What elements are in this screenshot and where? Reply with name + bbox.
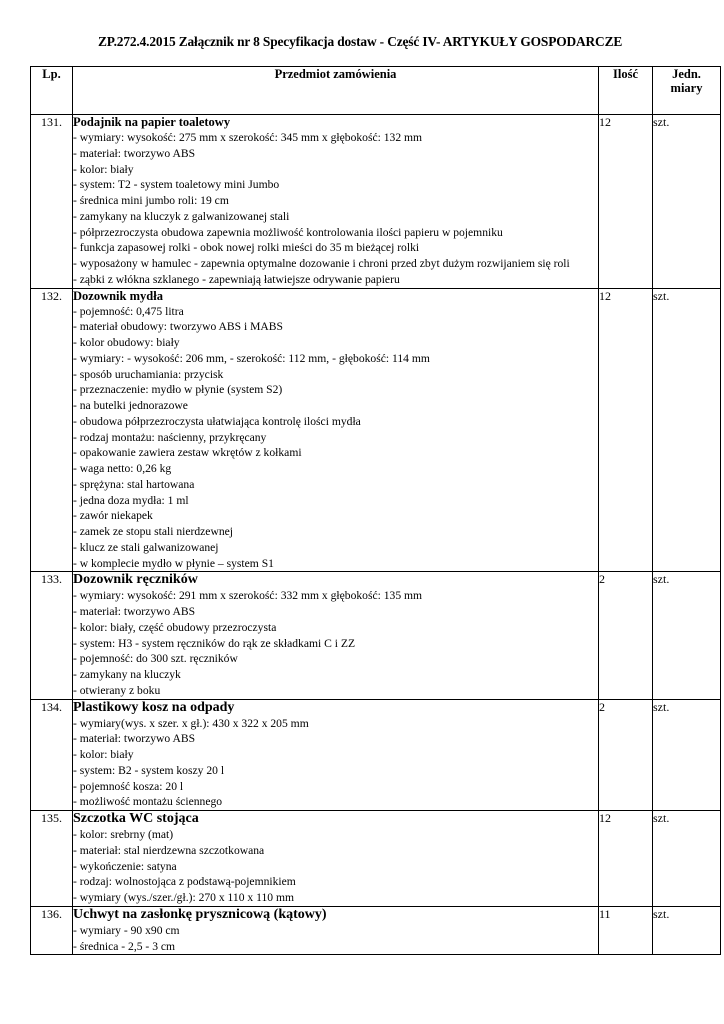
row-lp: 134. (31, 699, 73, 811)
header-item: Przedmiot zamówienia (73, 67, 599, 115)
row-qty: 12 (599, 288, 653, 572)
item-spec-line: - średnica mini jumbo roli: 19 cm (73, 194, 229, 207)
header-unit-line1: Jedn. (672, 67, 701, 81)
item-spec-line: - pojemność: do 300 szt. ręczników (73, 652, 238, 666)
row-lp: 133. (31, 572, 73, 699)
item-spec-line: - funkcja zapasowej rolki - obok nowej rolki mieści do 35 m bieżącej rolki (73, 241, 420, 255)
item-spec-line: - wymiary(wys. x szer. x gł.): 430 x 322 x 205 mm (73, 716, 309, 730)
item-spec-line: - sposób uruchamiania: przycisk (73, 367, 224, 381)
item-spec-line: - ząbki z włókna szklanego - zapewniają łatwiejsze odrywanie papieru (73, 272, 400, 286)
item-spec-line: - kolor obudowy: biały (73, 336, 180, 349)
header-lp: Lp. (31, 67, 73, 115)
item-spec-line: - średnica - 2,5 - 3 cm (73, 939, 176, 953)
item-name: Dozownik ręczników (73, 572, 198, 588)
row-item (73, 811, 599, 907)
document-title: ZP.272.4.2015 Załącznik nr 8 Specyfikacja dostaw - Część IV- ARTYKUŁY GOSPODARCZE (98, 34, 623, 49)
item-spec-line: - kolor: biały (73, 748, 134, 761)
header-qty: Ilość (599, 67, 653, 115)
item-spec-list (73, 827, 598, 906)
item-spec-line: - kolor: biały, część obudowy przezroczysta (73, 620, 277, 634)
row-item (73, 115, 599, 289)
table-row (31, 572, 721, 699)
row-unit: szt. (653, 699, 721, 811)
item-spec-line: - pojemność kosza: 20 l (73, 779, 184, 793)
table-row (31, 699, 721, 811)
row-item (73, 699, 599, 811)
row-unit: szt. (653, 115, 721, 289)
item-spec-line: - wymiary (wys./szer./gł.): 270 x 110 x 110 mm (73, 891, 295, 904)
row-unit: szt. (653, 906, 721, 955)
table-row (31, 811, 721, 907)
item-spec-list (73, 923, 598, 955)
item-spec-line: - przeznaczenie: mydło w płynie (system S2) (73, 383, 283, 397)
item-spec-line: - w komplecie mydło w płynie – system S1 (73, 556, 274, 570)
row-unit: szt. (653, 288, 721, 572)
item-spec-line: - opakowanie zawiera zestaw wkrętów z kołkami (73, 446, 302, 460)
item-spec-line: - rodzaj: wolnostojąca z podstawą-pojemnikiem (73, 875, 296, 889)
item-spec-line: - półprzezroczysta obudowa zapewnia możliwość kontrolowania ilości papieru w pojemniku (73, 225, 503, 239)
row-qty: 2 (599, 572, 653, 699)
row-lp: 131. (31, 115, 73, 289)
item-spec-line: - zamykany na kluczyk z galwanizowanej stali (73, 209, 290, 223)
item-spec-line: - otwierany z boku (73, 683, 161, 697)
item-spec-line: - zamek ze stopu stali nierdzewnej (73, 525, 233, 538)
item-spec-list (73, 588, 598, 698)
item-spec-line: - materiał: stal nierdzewna szczotkowana (73, 843, 265, 857)
item-name: Plastikowy kosz na odpady (73, 699, 235, 715)
item-spec-line: - kolor: srebrny (mat) (73, 828, 174, 841)
item-spec-line: - sprężyna: stal hartowana (73, 477, 195, 491)
header-unit-line2: miary (670, 81, 703, 95)
item-spec-line: - waga netto: 0,26 kg (73, 462, 172, 475)
row-unit: szt. (653, 572, 721, 699)
item-spec-line: - kolor: biały (73, 162, 134, 176)
item-name: Podajnik na papier toaletowy (73, 115, 231, 129)
item-spec-line: - system: T2 - system toaletowy mini Jumbo (73, 178, 280, 192)
item-name: Dozownik mydła (73, 288, 163, 303)
item-spec-line: - zamykany na kluczyk (73, 668, 181, 681)
table-header-row (31, 67, 721, 115)
header-unit (653, 67, 721, 115)
row-qty: 12 (599, 115, 653, 289)
item-spec-line: - na butelki jednorazowe (73, 399, 188, 412)
row-item (73, 572, 599, 699)
item-name: Szczotka WC stojąca (73, 811, 199, 826)
item-spec-list (73, 130, 598, 288)
item-spec-line: - możliwość montażu ściennego (73, 795, 223, 809)
item-spec-line: - materiał: tworzywo ABS (73, 146, 196, 160)
item-spec-line: - wymiary: wysokość: 291 mm x szerokość: 332 mm x głębokość: 135 mm (73, 589, 423, 603)
item-spec-line: - materiał obudowy: tworzywo ABS i MABS (73, 320, 283, 334)
row-qty: 2 (599, 699, 653, 811)
item-name: Uchwyt na zasłonkę prysznicową (kątowy) (73, 906, 327, 922)
item-spec-line: - system: B2 - system koszy 20 l (73, 763, 225, 777)
item-spec-line: - wyposażony w hamulec - zapewnia optymalne dozowanie i chroni przed zbyt dużym rozwijaniem się roli (73, 257, 570, 270)
row-lp: 132. (31, 288, 73, 572)
item-spec-line: - wymiary - 90 x90 cm (73, 923, 180, 937)
row-unit: szt. (653, 811, 721, 907)
item-spec-line: - obudowa półprzezroczysta ułatwiająca kontrolę ilości mydła (73, 414, 361, 428)
item-spec-line: - rodzaj montażu: naścienny, przykręcany (73, 430, 267, 444)
row-qty: 11 (599, 906, 653, 955)
item-spec-line: - wykończenie: satyna (73, 859, 177, 873)
item-spec-list (73, 304, 598, 572)
item-spec-line: - system: H3 - system ręczników do rąk ze składkami C i ZZ (73, 636, 356, 650)
row-item (73, 906, 599, 955)
item-spec-line: - jedna doza mydła: 1 ml (73, 493, 189, 507)
specification-table (30, 66, 721, 955)
item-spec-line: - materiał: tworzywo ABS (73, 732, 196, 746)
item-spec-line: - materiał: tworzywo ABS (73, 605, 196, 618)
table-row (31, 288, 721, 572)
row-lp: 135. (31, 811, 73, 907)
item-spec-line: - pojemność: 0,475 litra (73, 304, 184, 318)
item-spec-line: - klucz ze stali galwanizowanej (73, 540, 219, 554)
item-spec-line: - zawór niekapek (73, 509, 153, 523)
item-spec-line: - wymiary: wysokość: 275 mm x szerokość: 345 mm x głębokość: 132 mm (73, 131, 423, 144)
row-lp: 136. (31, 906, 73, 955)
item-spec-line: - wymiary: - wysokość: 206 mm, - szerokość: 112 mm, - głębokość: 114 mm (73, 351, 430, 365)
item-spec-list (73, 716, 598, 811)
table-row (31, 906, 721, 955)
row-item (73, 288, 599, 572)
table-row (31, 115, 721, 289)
row-qty: 12 (599, 811, 653, 907)
